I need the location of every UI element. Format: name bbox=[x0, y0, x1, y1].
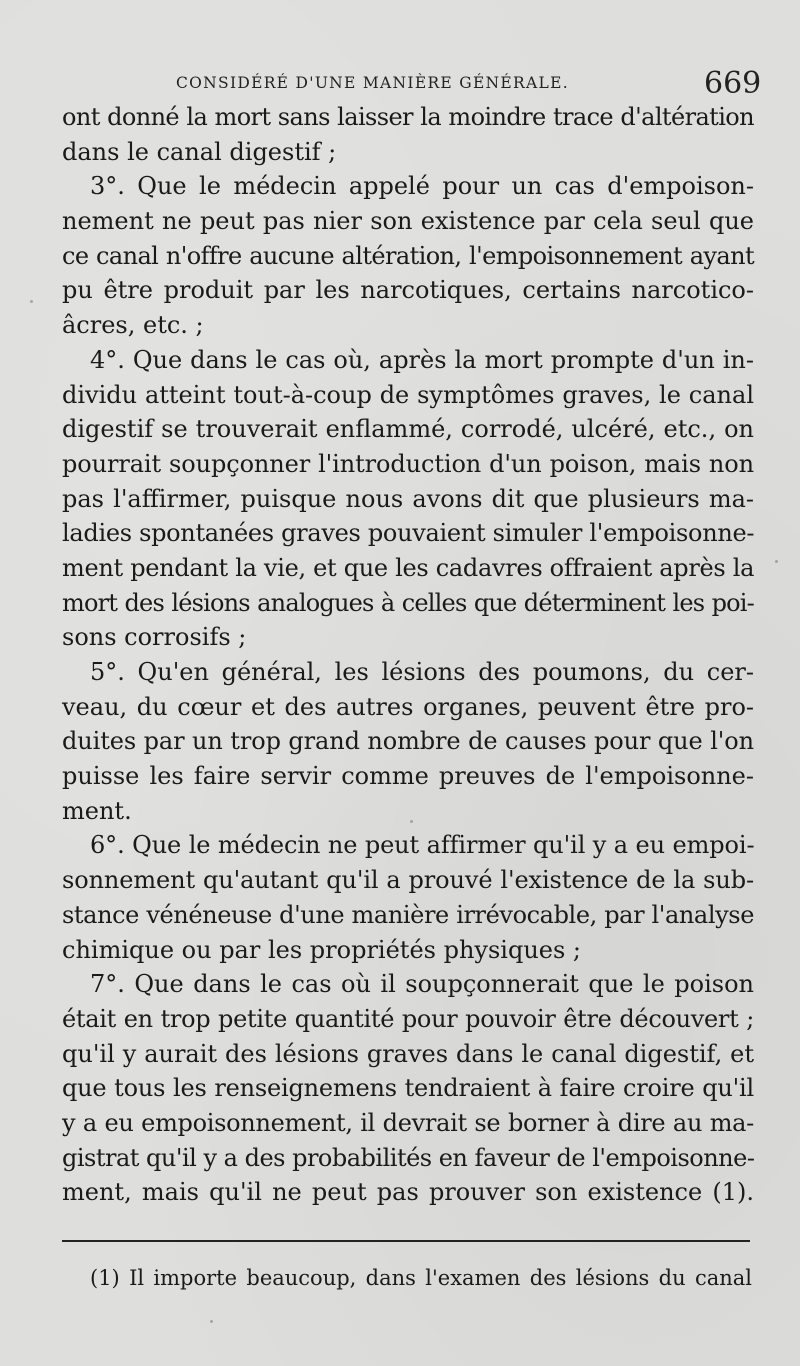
text-line: 5°. Qu'en général, les lésions des poumons, du cer- bbox=[90, 658, 754, 686]
paper-speck bbox=[30, 300, 33, 303]
paper-speck bbox=[410, 820, 413, 823]
text-line: était en trop petite quantité pour pouvoir être découvert ; bbox=[62, 1004, 754, 1033]
footnote: (1) Il importe beaucoup, dans l'examen des lésions du canal bbox=[90, 1266, 752, 1290]
text-line: ce canal n'offre aucune altération, l'empoisonnement ayant bbox=[62, 241, 754, 270]
text-line: pu être produit par les narcotiques, certains narcotico- bbox=[62, 276, 754, 305]
text-line: puisse les faire servir comme preuves de l'empoisonne- bbox=[62, 762, 754, 791]
text-line: 4°. Que dans le cas où, après la mort prompte d'un in- bbox=[90, 345, 754, 374]
text-line: pourrait soupçonner l'introduction d'un poison, mais non bbox=[62, 449, 754, 478]
text-line: que tous les renseignemens tendraient à faire croire qu'il bbox=[62, 1074, 754, 1103]
text-line: nement ne peut pas nier son existence par cela seul que bbox=[62, 207, 754, 236]
text-line: mort des lésions analogues à celles que déterminent les poi- bbox=[62, 588, 754, 617]
text-line: âcres, etc. ; bbox=[62, 311, 204, 340]
paper-speck bbox=[775, 560, 778, 563]
text-line: veau, du cœur et des autres organes, peuvent être pro- bbox=[62, 692, 754, 721]
text-line: ment, mais qu'il ne peut pas prouver son existence (1). bbox=[62, 1178, 754, 1207]
text-line: ment. bbox=[62, 796, 132, 825]
text-line: 7°. Que dans le cas où il soupçonnerait que le poison bbox=[90, 970, 754, 999]
text-line: dans le canal digestif ; bbox=[62, 137, 337, 166]
text-line: sonnement qu'autant qu'il a prouvé l'existence de la sub- bbox=[62, 866, 754, 895]
text-line: chimique ou par les propriétés physiques ; bbox=[62, 935, 582, 964]
text-line: digestif se trouverait enflammé, corrodé, ulcéré, etc., on bbox=[62, 415, 754, 444]
page-number: 669 bbox=[704, 66, 762, 101]
text-line: ment pendant la vie, et que les cadavres offraient après la bbox=[62, 553, 755, 582]
text-line: ont donné la mort sans laisser la moindre trace d'altération bbox=[62, 103, 754, 131]
text-line: qu'il y aurait des lésions graves dans le canal digestif, et bbox=[62, 1039, 754, 1068]
text-line: ladies spontanées graves pouvaient simuler l'empoisonne- bbox=[62, 519, 755, 548]
text-line: gistrat qu'il y a des probabilités en faveur de l'empoisonne- bbox=[62, 1143, 755, 1172]
text-line: pas l'affirmer, puisque nous avons dit que plusieurs ma- bbox=[62, 484, 754, 513]
text-line: sons corrosifs ; bbox=[62, 623, 247, 652]
paper-speck bbox=[210, 1320, 213, 1323]
text-line: dividu atteint tout-à-coup de symptômes graves, le canal bbox=[62, 380, 754, 409]
running-head: CONSIDÉRÉ D'UNE MANIÈRE GÉNÉRALE. bbox=[176, 74, 569, 92]
text-line: stance vénéneuse d'une manière irrévocable, par l'analyse bbox=[62, 900, 754, 929]
footnote-divider bbox=[62, 1240, 750, 1242]
body-text bbox=[62, 100, 754, 1210]
text-line: duites par un trop grand nombre de causes pour que l'on bbox=[62, 727, 754, 756]
text-line: 3°. Que le médecin appelé pour un cas d'empoison- bbox=[90, 172, 754, 201]
text-line: 6°. Que le médecin ne peut affirmer qu'il y a eu empoi- bbox=[90, 831, 755, 860]
text-line: y a eu empoisonnement, il devrait se borner à dire au ma- bbox=[62, 1108, 754, 1137]
